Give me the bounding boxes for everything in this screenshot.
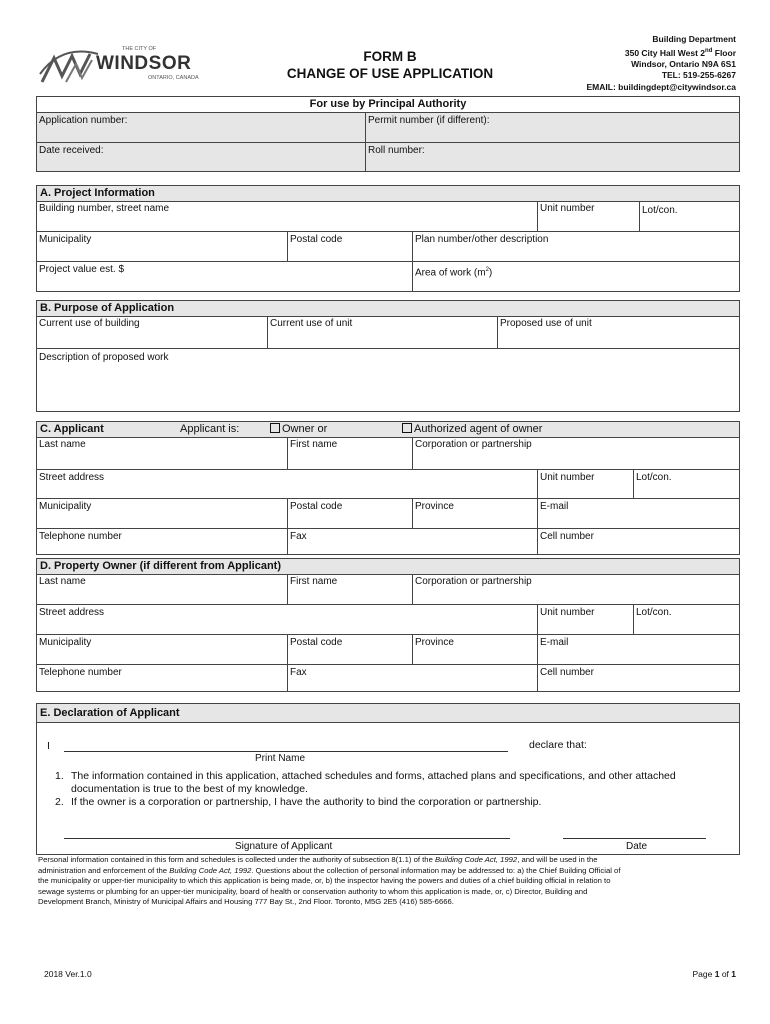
- authority-row-2: [37, 142, 739, 171]
- section-c-row-2: [37, 469, 739, 499]
- plan-number-field[interactable]: Plan number/other description: [412, 232, 739, 262]
- owner-checkbox[interactable]: [270, 423, 280, 433]
- section-a-row-1: [37, 201, 739, 231]
- agent-option[interactable]: Authorized agent of owner: [402, 422, 542, 437]
- section-d-row-4: [37, 664, 739, 691]
- current-use-building-field[interactable]: Current use of building: [39, 318, 140, 329]
- applicant-province-field[interactable]: Province: [412, 499, 537, 529]
- privacy-line-2: administration and enforcement of the Building Code Act, 1992. Questions about the collection of personal information may be addressed to: a) the Chief Building Official of: [38, 865, 621, 875]
- roll-number-field[interactable]: Roll number:: [365, 143, 739, 171]
- owner-first-name-field[interactable]: First name: [287, 574, 412, 604]
- item-2-number: 2.: [55, 796, 64, 808]
- print-name-caption: Print Name: [255, 753, 306, 764]
- section-d-title: D. Property Owner (if different from Applicant): [37, 559, 739, 575]
- section-b-row-2: [37, 348, 739, 411]
- applicant-cell-field[interactable]: Cell number: [537, 529, 739, 554]
- agent-checkbox[interactable]: [402, 423, 412, 433]
- section-c-row-3: [37, 498, 739, 529]
- privacy-notice: [38, 855, 738, 908]
- applicant-unit-number-field[interactable]: Unit number: [537, 470, 633, 499]
- version-label: 2018 Ver.1.0: [44, 969, 92, 979]
- area-of-work-field[interactable]: Area of work $(m^2)$: [412, 262, 739, 291]
- owner-cell-field[interactable]: Cell number: [537, 665, 739, 691]
- section-e-title: E. Declaration of Applicant: [37, 704, 739, 723]
- windsor-logo: [36, 44, 206, 86]
- section-c-header: [37, 422, 739, 438]
- owner-last-name-field[interactable]: Last name: [39, 576, 86, 587]
- authority-row-1: [37, 112, 739, 143]
- privacy-line-4: sewage systems or plumbing for an upper-tier municipality, board of health or conservation authority to whom this application is made, or, c) Director, Building and: [38, 886, 588, 896]
- dept-address-line1: 350 City Hall West 2nd Floor: [624, 47, 736, 58]
- dept-address-line2: Windsor, Ontario N9A 6S1: [631, 58, 736, 69]
- section-c-applicant: [36, 421, 740, 555]
- current-use-unit-field[interactable]: Current use of unit: [267, 316, 497, 348]
- municipality-field[interactable]: Municipality: [39, 234, 92, 245]
- applicant-fax-field[interactable]: Fax: [287, 529, 537, 554]
- item-2-text: If the owner is a corporation or partnership, I have the authority to bind the corporation or partnership.: [71, 796, 542, 808]
- item-1-line-2: documentation is true to the best of my knowledge.: [71, 783, 308, 795]
- privacy-line-5: Development Branch, Ministry of Municipal Affairs and Housing 777 Bay St., 2nd Floor. Toronto, M5G 2E5 (416) 585-6666.: [38, 897, 454, 906]
- proposed-use-unit-field[interactable]: Proposed use of unit: [497, 316, 739, 348]
- applicant-postal-code-field[interactable]: Postal code: [287, 499, 412, 529]
- owner-province-field[interactable]: Province: [412, 635, 537, 665]
- section-c-row-1: [37, 437, 739, 469]
- authority-title: For use by Principal Authority: [309, 98, 467, 110]
- applicant-email-field[interactable]: E-mail: [537, 499, 739, 529]
- project-value-field[interactable]: Project value est. $: [39, 264, 125, 275]
- applicant-municipality-field[interactable]: Municipality: [39, 501, 92, 512]
- owner-corporation-field[interactable]: Corporation or partnership: [412, 574, 739, 604]
- form-name: FORM B: [363, 49, 417, 64]
- page-number: Page 1 of 1: [692, 969, 736, 979]
- postal-code-field[interactable]: Postal code: [287, 232, 412, 262]
- item-1-line-1: The information contained in this application, attached schedules and forms, attached plans and specifications, and other attached: [71, 770, 676, 782]
- signature-caption: Signature of Applicant: [235, 841, 333, 852]
- section-d-row-3: [37, 634, 739, 665]
- section-a-row-3: [37, 261, 739, 291]
- permit-number-field[interactable]: Permit number (if different):: [365, 113, 739, 143]
- dept-telephone: TEL: 519-255-6267: [661, 70, 736, 81]
- owner-street-address-field[interactable]: Street address: [39, 607, 105, 618]
- building-number-field[interactable]: Building number, street name: [39, 203, 170, 214]
- form-title: CHANGE OF USE APPLICATION: [286, 66, 494, 81]
- application-number-field[interactable]: Application number:: [37, 113, 365, 143]
- applicant-last-name-field[interactable]: Last name: [39, 439, 86, 450]
- section-d-property-owner: [36, 558, 740, 692]
- section-a-project-information: [36, 185, 740, 292]
- owner-unit-number-field[interactable]: Unit number: [537, 605, 633, 635]
- owner-postal-code-field[interactable]: Postal code: [287, 635, 412, 665]
- unit-number-field[interactable]: Unit number: [537, 201, 639, 231]
- owner-municipality-field[interactable]: Municipality: [39, 637, 92, 648]
- owner-email-field[interactable]: E-mail: [537, 635, 739, 665]
- applicant-is-label: Applicant is:: [180, 423, 240, 435]
- applicant-street-address-field[interactable]: Street address: [39, 472, 105, 483]
- date-caption: Date: [626, 841, 648, 852]
- logo-main-text: WINDSOR: [96, 53, 192, 74]
- department-contact: [587, 34, 737, 93]
- declare-that-label: declare that:: [529, 739, 587, 751]
- signature-line[interactable]: [64, 838, 510, 839]
- date-line[interactable]: [563, 838, 706, 839]
- section-c-title: C. Applicant: [40, 423, 104, 435]
- dept-email: EMAIL: buildingdept@citywindsor.ca: [586, 81, 736, 92]
- section-b-row-1: [37, 316, 739, 348]
- applicant-first-name-field[interactable]: First name: [287, 437, 412, 469]
- print-name-line[interactable]: [64, 751, 508, 752]
- logo-top-text: THE CITY OF: [122, 46, 157, 52]
- section-a-title: A. Project Information: [37, 186, 739, 202]
- section-a-row-2: [37, 231, 739, 262]
- dept-name: Building Department: [652, 34, 736, 44]
- applicant-corporation-field[interactable]: Corporation or partnership: [412, 437, 739, 469]
- section-d-row-1: [37, 574, 739, 604]
- applicant-lot-con-field[interactable]: Lot/con.: [633, 470, 739, 499]
- section-d-row-2: [37, 604, 739, 635]
- owner-option[interactable]: Owner or: [270, 422, 327, 437]
- applicant-telephone-field[interactable]: Telephone number: [39, 531, 122, 542]
- logo-sub-text: ONTARIO, CANADA: [148, 75, 199, 81]
- declaration-i-label: I: [47, 740, 50, 752]
- section-b-purpose: [36, 300, 740, 412]
- privacy-line-1: Personal information contained in this form and schedules is collected under the authority of subsection 8(1.1) of the Building Code Act, 1992, and will be used in the: [38, 855, 598, 864]
- form-heading: [270, 48, 510, 82]
- section-e-declaration: [36, 703, 740, 855]
- section-b-title: B. Purpose of Application: [37, 301, 739, 317]
- item-1-number: 1.: [55, 770, 64, 782]
- principal-authority-box: [36, 96, 740, 172]
- description-field[interactable]: Description of proposed work: [39, 352, 169, 363]
- owner-lot-con-field[interactable]: Lot/con.: [633, 605, 739, 635]
- lot-con-field[interactable]: Lot/con.: [639, 201, 739, 231]
- privacy-line-3: the municipality or upper-tier municipality to which this application is being made, or, b) the inspector having the powers and duties of a chief building official in relation to: [38, 876, 611, 885]
- date-received-field[interactable]: Date received:: [37, 143, 365, 171]
- owner-telephone-field[interactable]: Telephone number: [39, 667, 122, 678]
- owner-fax-field[interactable]: Fax: [287, 665, 537, 691]
- section-c-row-4: [37, 528, 739, 554]
